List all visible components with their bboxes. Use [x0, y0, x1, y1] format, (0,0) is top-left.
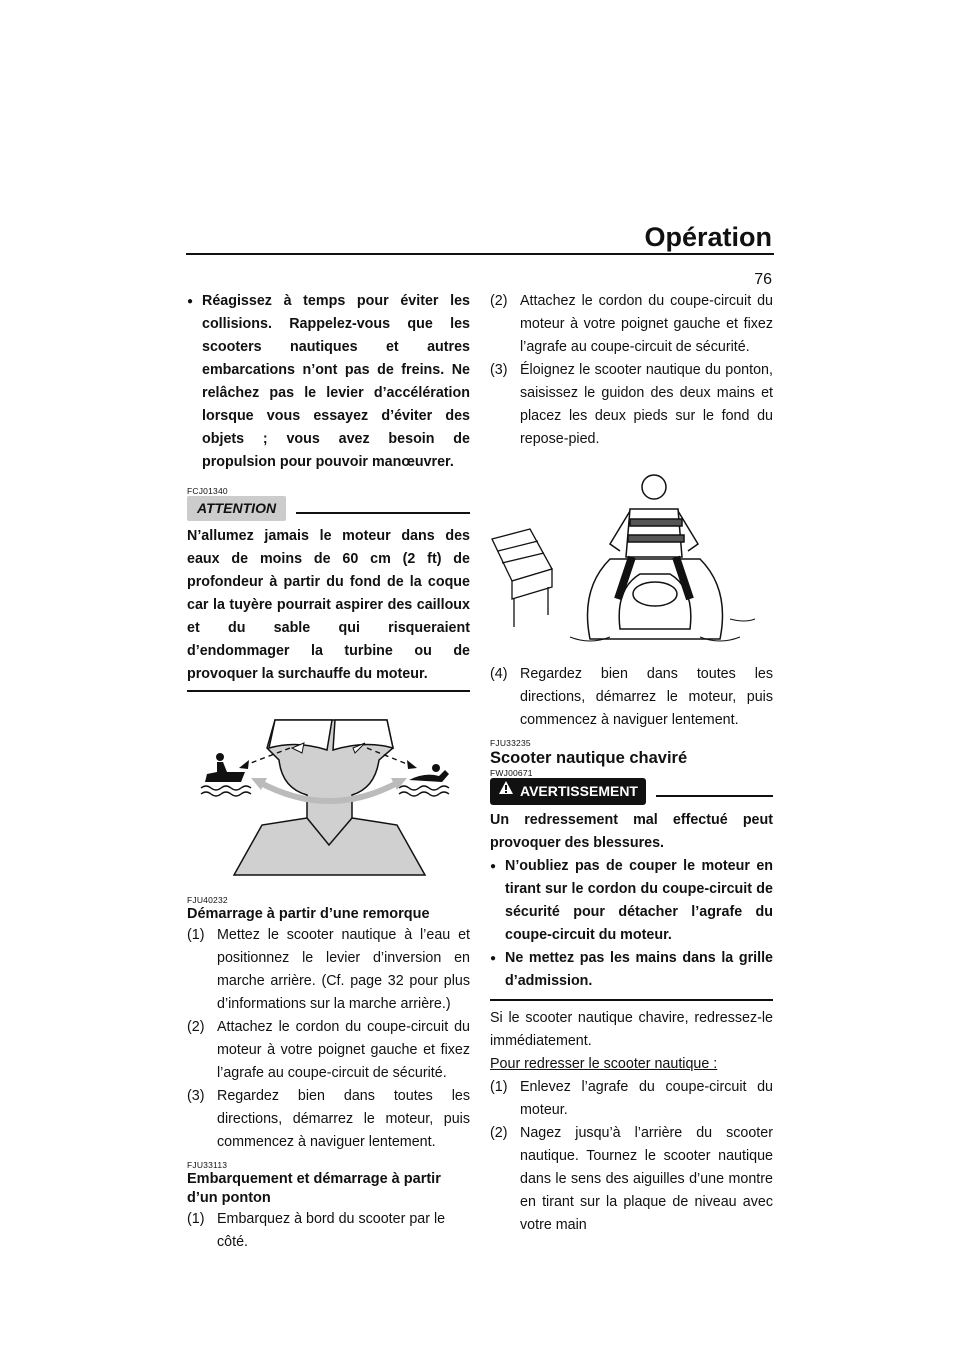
attention-label: ATTENTION: [187, 496, 286, 521]
attention-header-rule: [296, 512, 470, 514]
left-column: [187, 290, 470, 1254]
attention-bottom-rule: [187, 690, 470, 692]
boarding-illustration: [490, 459, 773, 649]
page-number: 76: [754, 271, 772, 288]
bullet-intro: ● Réagissez à temps pour éviter les collisions. Rappelez-vous que les scooters nautiques et autres embarcations n’ont pas de freins. Ne relâchez pas le levier d’accélération lorsque vous essayez d’éviter des objets ; vous avez besoin de propulsion pour pouvoir manœuvrer.: [187, 290, 470, 474]
warning-header: [490, 778, 773, 805]
list-item: (1) Enlevez l’agrafe du coupe-circuit du moteur.: [490, 1079, 773, 1118]
capsize-heading: Pour redresser le scooter nautique :: [490, 1056, 718, 1072]
list-item: (1) Mettez le scooter nautique à l’eau et positionnez le levier d’inversion en marche arrière. (Cf. page 32 pour plus d’informations sur la marche arrière.): [187, 927, 470, 1012]
warning-label-box: [490, 778, 646, 805]
attention-code: FCJ01340: [187, 486, 228, 496]
look-around-illustration: [187, 700, 470, 885]
capsize-text: Si le scooter nautique chavire, redressez-le immédiatement.: [490, 1010, 773, 1049]
warning-label: AVERTISSEMENT: [520, 783, 638, 799]
header-rule: [186, 253, 774, 255]
section2-code: FJU33113: [187, 1160, 228, 1170]
section1-steps: [187, 924, 470, 1154]
list-item: (1) Embarquez à bord du scooter par le côté.: [187, 1211, 446, 1250]
page-title: Opération: [644, 222, 772, 252]
jetski-icon: [588, 559, 723, 639]
list-item: (2) Attachez le cordon du coupe-circuit du moteur à votre poignet gauche et fixez l’agrafe au coupe-circuit de sécurité.: [187, 1019, 470, 1081]
warning-code: FWJ00671: [490, 768, 533, 778]
warning-header-rule: [656, 795, 773, 797]
warning-bottom-rule: [490, 999, 773, 1001]
section1-title: Démarrage à partir d’une remorque: [187, 906, 430, 922]
list-item: (3) Éloignez le scooter nautique du ponton, saisissez le guidon des deux mains et placez les deux pieds sur le fond du repose-pied.: [490, 362, 773, 447]
dock-icon: [492, 529, 552, 627]
warning-text: Un redressement mal effectué peut provoquer des blessures.: [490, 812, 773, 851]
warning-bullet: ● Ne mettez pas les mains dans la grille d’admission.: [490, 947, 773, 993]
section1-code: FJU40232: [187, 895, 228, 905]
warning-triangle-icon: [498, 780, 514, 795]
head-figure-icon: [234, 720, 425, 875]
section3-code: FJU33235: [490, 738, 531, 748]
attention-text: N’allumez jamais le moteur dans des eaux de moins de 60 cm (2 ft) de profondeur à partir du fond de la coque car la tuyère pourrait aspirer des cailloux et du sable qui risqueraient d’endommager la turbine ou de provoquer la surchauffe du moteur.: [187, 528, 470, 682]
section3-title: Scooter nautique chaviré: [490, 749, 688, 767]
section2-title: Embarquement et démarrage à partir d’un ponton: [187, 1171, 441, 1206]
list-item: (2) Nagez jusqu’à l’arrière du scooter nautique. Tournez le scooter nautique dans le sens des aiguilles d’une montre en tirant sur la plaque de niveau avec votre main: [490, 1125, 773, 1233]
warning-bullet: ● N’oubliez pas de couper le moteur en tirant sur le cordon du coupe-circuit de sécurité pour détacher l’agrafe du coupe-circuit du moteur.: [490, 855, 773, 947]
attention-header: [187, 496, 470, 521]
right-column: [490, 290, 773, 1237]
list-item: (4) Regardez bien dans toutes les directions, démarrez le moteur, puis commencez à naviguer lentement.: [490, 666, 773, 728]
list-item: (3) Regardez bien dans toutes les directions, démarrez le moteur, puis commencez à naviguer lentement.: [187, 1088, 470, 1150]
jetski-rider-icon: [205, 753, 245, 782]
list-item: (2) Attachez le cordon du coupe-circuit du moteur à votre poignet gauche et fixez l’agrafe au coupe-circuit de sécurité.: [490, 293, 773, 355]
